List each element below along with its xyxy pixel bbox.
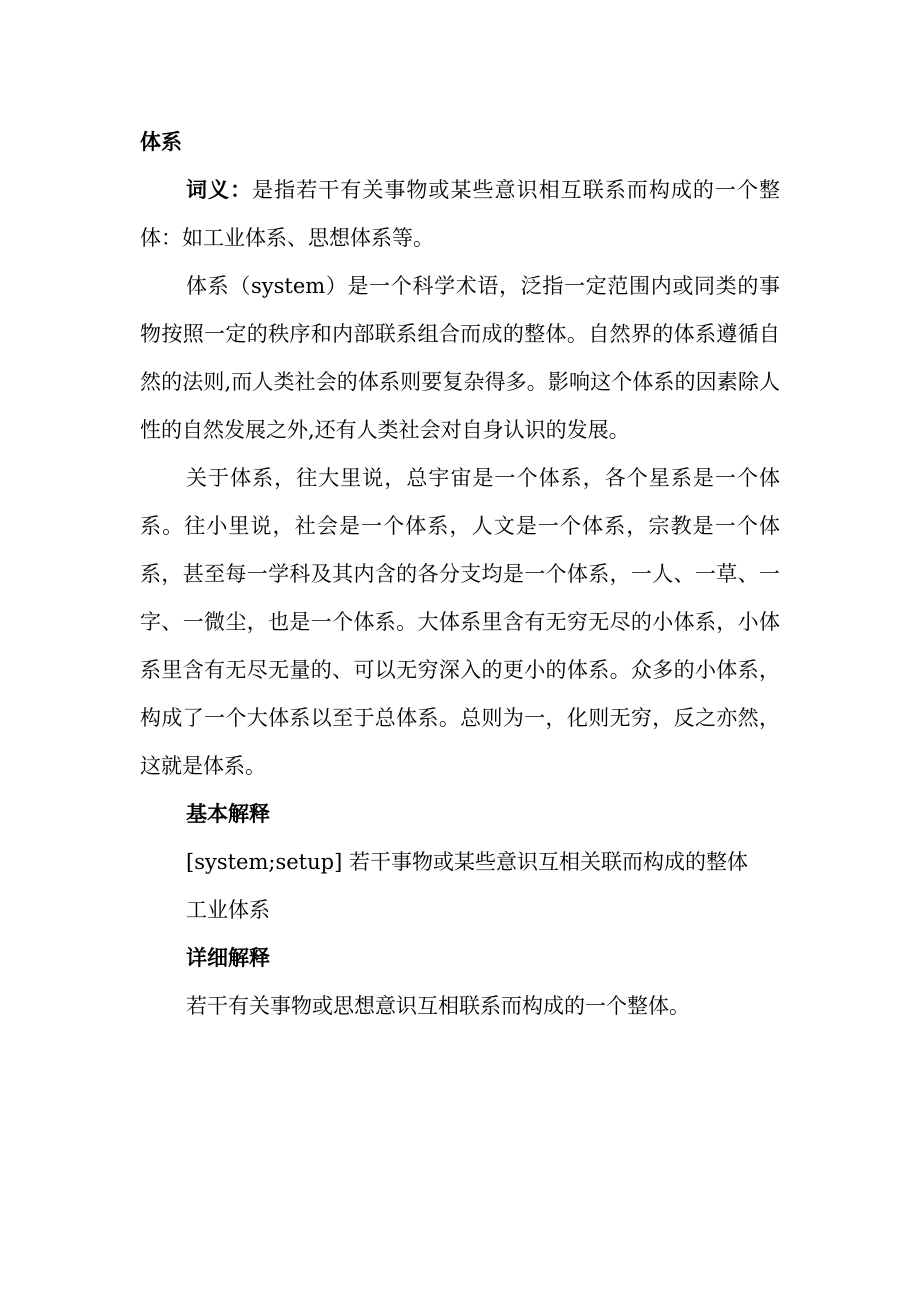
definition-paragraph (140, 166, 780, 262)
basic-explanation-example: 工业体系 (186, 898, 270, 922)
paragraph-system-intro: 体系（system）是一个科学术语，泛指一定范围内或同类的事物按照一定的秩序和内部联系组合而成的整体。自然界的体系遵循自然的法则,而人类社会的体系则要复杂得多。影响这个体系的因素除人性的自然发展之外,还有人类社会对自身认识的发展。 (140, 274, 780, 442)
detailed-explanation-text: 若干有关事物或思想意识互相联系而构成的一个整体。 (186, 994, 690, 1018)
definition-text: 是指若干有关事物或某些意识相互联系而构成的一个整体：如工业体系、思想体系等。 (140, 178, 781, 250)
document-title: 体系 (140, 130, 182, 154)
detailed-explanation-heading: 详细解释 (186, 946, 270, 970)
basic-explanation-heading: 基本解释 (186, 802, 270, 826)
paragraph-system-scale: 关于体系，往大里说，总宇宙是一个体系，各个星系是一个体系。往小里说，社会是一个体系，人文是一个体系，宗教是一个体系，甚至每一学科及其内含的各分支均是一个体系，一人、一草、一字、一微尘，也是一个体系。大体系里含有无穷无尽的小体系，小体系里含有无尽无量的、可以无穷深入的更小的体系。众多的小体系，构成了一个大体系以至于总体系。总则为一，化则无穷，反之亦然，这就是体系。 (140, 466, 780, 778)
definition-term: 词义： (186, 178, 253, 202)
basic-explanation-text: [system;setup] 若干事物或某些意识互相关联而构成的整体 (186, 850, 748, 874)
document-body (140, 118, 780, 1030)
